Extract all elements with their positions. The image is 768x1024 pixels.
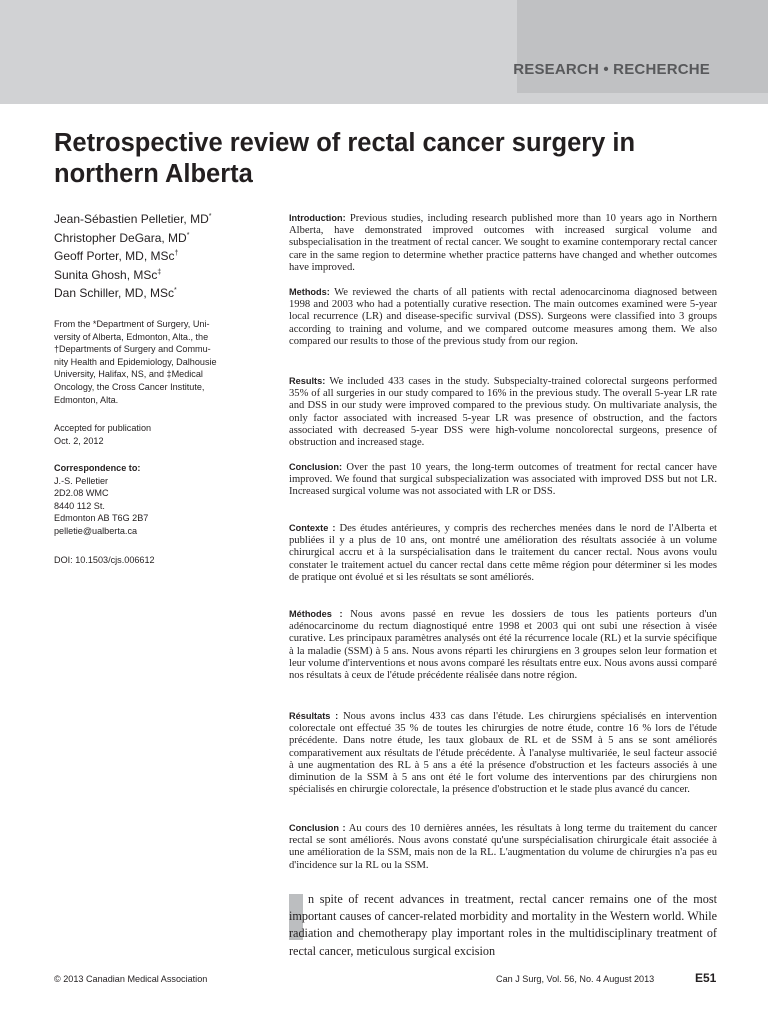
abstract-label: Méthodes : — [289, 609, 343, 619]
correspondence-line: 2D2.08 WMC — [54, 488, 109, 499]
abstract-text: Au cours des 10 dernières années, les résultats à long terme du traitement du cancer rectal se sont améliorés. Nous avons constaté qu'une surspécialisation chirurgicale était associée à une amélioration de la SSM, mais non de la RL. L'augmentation du volume de chirurgies n'a pas eu d'incidence sur la RL ou la SSM. — [289, 823, 717, 871]
accepted-date: Oct. 2, 2012 — [54, 435, 104, 446]
doi-block — [54, 554, 269, 567]
abstract-text: Nous avons inclus 433 cas dans l'étude. Les chirurgiens spécialisés en intervention colorectale ont effectué 35 % de toutes les chirurgies de notre étude, contre 16 % lors de l'étude précédente. Dans notre étude, les taux globaux de RL et de SSM à 5 ans se sont améliorés comparativement aux résultats de l'étude précédente. À l'analyse multivariée, le seul facteur associé à une augmentation des RL à 5 ans a été la présence d'obstruction et les facteurs associés à une diminution de la SSM à 5 ans ont été le fort volume des interventions par des chirurgiens non spécialisés en chirurgie colorectale, la présence d'obstruction et le stade plus avancé du cancer. — [289, 711, 717, 796]
author-name: Sunita Ghosh, MSc — [54, 267, 158, 282]
section-label: RESEARCH • RECHERCHE — [513, 61, 710, 78]
abstract-introduction — [289, 212, 717, 274]
author-name: Geoff Porter, MD, MSc — [54, 249, 175, 264]
resume-contexte — [289, 522, 717, 584]
correspondence-line: Edmonton AB T6G 2B7 — [54, 513, 149, 524]
affiliation-line: †Departments of Surgery and Commu- — [54, 344, 211, 355]
abstract-text: We reviewed the charts of all patients with rectal adenocarcinoma diagnosed between 1998 and 2003 who had a potentially curative resection. The main outcomes examined were 5-year local recurrence (LR) and disease-specific survival (DSS). Surgeons were classified into 3 groups according to training and volume, and we compared outcome measures among them. We also compared our results to those of the previous study from our region. — [289, 287, 717, 347]
author — [54, 266, 279, 285]
affiliation-line: versity of Alberta, Edmonton, Alta., the — [54, 331, 209, 342]
doi[interactable]: DOI: 10.1503/cjs.006612 — [54, 555, 155, 565]
affiliation-block — [54, 318, 269, 406]
resume-methodes — [289, 608, 717, 682]
correspondence-line: J.-S. Pelletier — [54, 475, 109, 486]
author-name: Dan Schiller, MD, MSc — [54, 286, 175, 301]
affiliation-mark: ‡ — [157, 268, 162, 276]
correspondence-heading: Correspondence to: — [54, 463, 141, 473]
affiliation-mark: * — [174, 287, 177, 295]
copyright: © 2013 Canadian Medical Association — [54, 974, 208, 984]
accepted-line: Accepted for publication — [54, 423, 152, 433]
correspondence-block — [54, 462, 269, 538]
abstract-label: Contexte : — [289, 523, 336, 533]
abstract-methods — [289, 286, 717, 348]
resume-resultats — [289, 710, 717, 796]
article-title: Retrospective review of rectal cancer surgery in northern Alberta — [54, 129, 636, 188]
body-text: n spite of recent advances in treatment, rectal cancer remains one of the most important causes of cancer-related morbidity and mortality in the Western world. While radiation and chemotherapy play important roles in the multidisciplinary treatment of rectal cancer, meticulous surgical excision — [289, 892, 717, 958]
affiliation-mark: * — [186, 231, 190, 239]
author-name: Christopher DeGara, MD — [54, 230, 187, 245]
affiliation-line: nity Health and Epidemiology, Dalhousie — [54, 356, 217, 367]
author — [54, 247, 279, 266]
abstract-conclusion — [289, 461, 717, 499]
author — [54, 210, 279, 229]
correspondence-line: 8440 112 St. — [54, 500, 105, 511]
abstract-text: Over the past 10 years, the long-term outcomes of treatment for rectal cancer have improved. We found that surgical subspecialization was associated with improved DSS but not LR. Increased surgical volume was not associated with LR or DSS. — [289, 462, 717, 498]
section-tab — [517, 0, 768, 93]
abstract-label: Conclusion: — [289, 462, 343, 472]
accepted-block — [54, 422, 269, 447]
abstract-text: Des études antérieures, y compris des recherches menées dans le nord de l'Alberta et publiées il y a plus de 10 ans, ont montré une amélioration des résultats associée à un volume chirurgical accru et à la surspécialisation dans le traitement du cancer rectal. Nous avons voulu constater le traitement actuel du cancer rectal dans cette même région pour déterminer si les modes de pratique ont évolué et si les résultats se sont améliorés. — [289, 523, 717, 583]
author-name: Jean-Sébastien Pelletier, MD — [54, 212, 209, 226]
abstract-label: Introduction: — [289, 213, 346, 223]
abstract-label: Conclusion : — [289, 823, 346, 833]
affiliation-line: From the *Department of Surgery, Uni- — [54, 319, 210, 329]
affiliation-line: Oncology, the Cross Cancer Institute, — [54, 381, 205, 392]
correspondence-email[interactable]: pelletie@ualberta.ca — [54, 525, 138, 536]
resume-conclusion — [289, 822, 717, 872]
affiliation-line: Edmonton, Alta. — [54, 394, 119, 405]
abstract-text: We included 433 cases in the study. Subspecialty-trained colorectal surgeons performed 35% of all surgeries in our study compared to 16% in the previous study. The overall 5-year LR rate and DSS in our study were improved compared to the previous study. On multivariate analysis, the only factor associated with increased 5-year LR was presence of obstruction, and the factors associated with decreased 5-year DSS were high-volume noncolorectal surgeons, presence of obstruction and increased stage. — [289, 376, 717, 449]
author — [54, 284, 279, 303]
abstract-label: Methods: — [289, 287, 330, 297]
page-number: E51 — [695, 971, 717, 985]
abstract-results — [289, 375, 717, 449]
journal-citation: Can J Surg, Vol. 56, No. 4 August 2013 — [496, 974, 655, 984]
abstract-label: Résultats : — [289, 711, 339, 721]
abstract-text: Previous studies, including research published more than 10 years ago in Northern Alberta, have demonstrated improved outcomes with increased surgical volume and subspecialisation in the treatment of rectal cancer. We sought to examine contemporary rectal cancer care in the same region to determine whether practice patterns have changed and whether outcomes have improved. — [289, 213, 717, 273]
affiliation-mark: * — [208, 213, 212, 220]
author-list — [54, 210, 279, 303]
abstract-label: Results: — [289, 376, 326, 386]
author — [54, 229, 279, 248]
affiliation-line: University, Halifax, NS, and ‡Medical — [54, 369, 203, 380]
abstract-text: Nous avons passé en revue les dossiers de tous les patients porteurs d'un adénocarcinome du rectum diagnostiqué entre 1998 et 2003 qui ont subi une résection à visée curative. Les principaux paramètres analysés ont été la récurrence locale (RL) et la survie spécifique à la maladie (SSM) à 5 ans. Nous avons réparti les chirurgiens en 3 groupes selon leur formation et leur volume d'interventions et nous avons comparé les résultats entre eux. Nous avons aussi comparé nos résultats à ceux de l'étude précédente réalisée dans notre région. — [289, 609, 717, 682]
affiliation-mark: † — [174, 250, 179, 258]
